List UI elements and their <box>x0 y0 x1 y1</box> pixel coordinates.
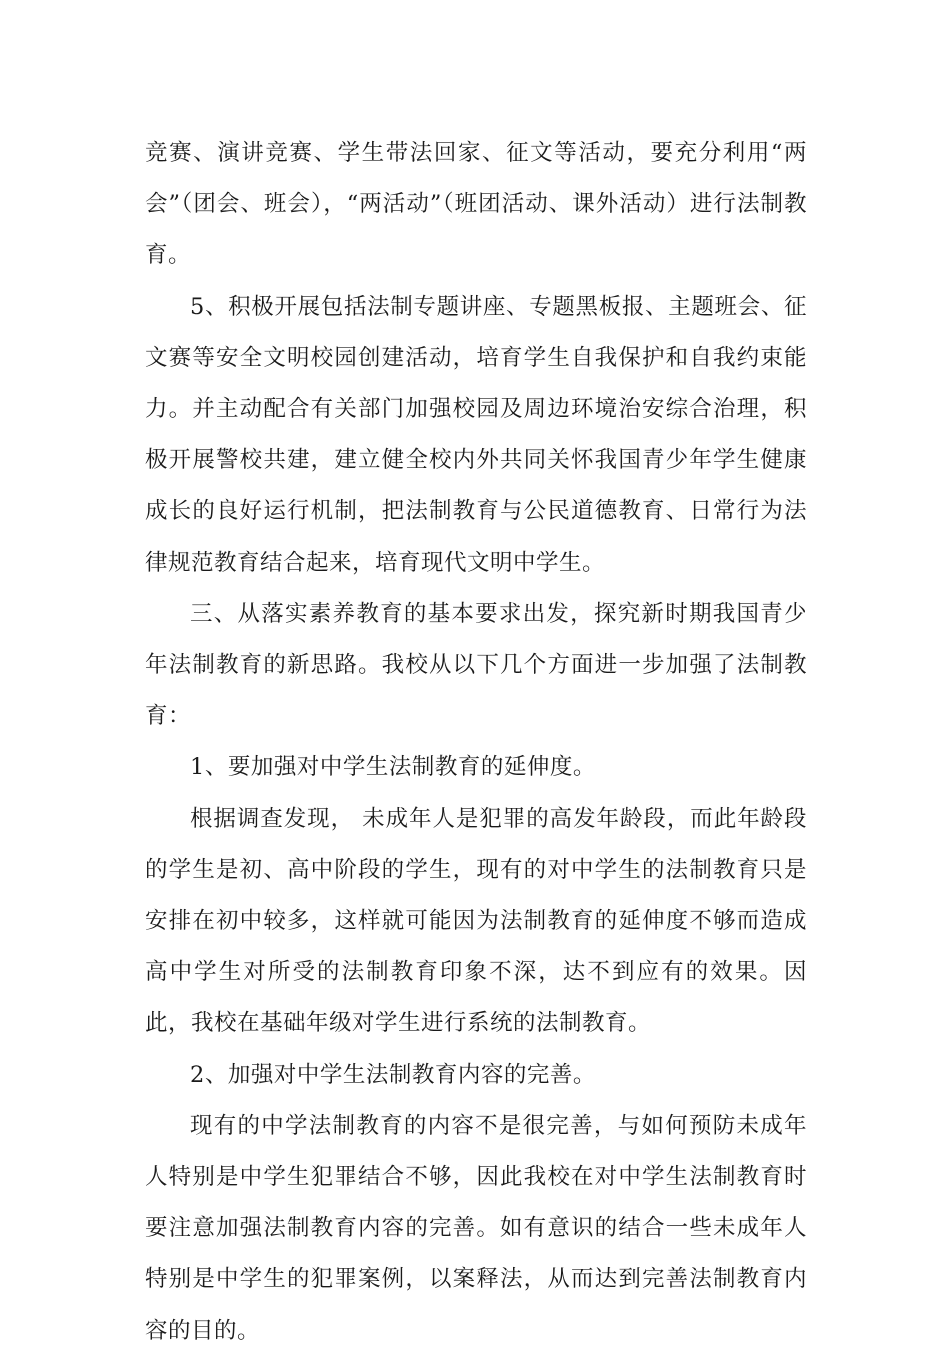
document-body <box>145 128 807 1357</box>
paragraph-point-2-body: 现有的中学法制教育的内容不是很完善，与如何预防未成年人特别是中学生犯罪结合不够，因此我校在对中学生法制教育时要注意加强法制教育内容的完善。如有意识的结合一些未成年人特别是中学生的犯罪案例，以案释法，从而达到完善法制教育内容的目的。 <box>145 1112 807 1344</box>
paragraph-item-5: 5、积极开展包括法制专题讲座、专题黑板报、主题班会、征文赛等安全文明校园创建活动，培育学生自我保护和自我约束能力。并主动配合有关部门加强校园及周边环境治安综合治理，积极开展警校共建，建立健全校内外共同关怀我国青少年学生健康成长的良好运行机制，把法制教育与公民道德教育、日常行为法律规范教育结合起来，培育现代文明中学生。 <box>145 293 807 576</box>
paragraph-section-3: 三、从落实素养教育的基本要求出发，探究新时期我国青少年法制教育的新思路。我校从以下几个方面进一步加强了法制教育： <box>145 600 807 730</box>
paragraph-point-1-heading: 1、要加强对中学生法制教育的延伸度。 <box>190 754 596 781</box>
paragraph-point-1-body: 根据调查发现， 未成年人是犯罪的高发年龄段，而此年龄段的学生是初、高中阶段的学生，现有的对中学生的法制教育只是安排在初中较多，这样就可能因为法制教育的延伸度不够而造成高中学生对所受的法制教育印象不深，达不到应有的效果。因此，我校在基础年级对学生进行系统的法制教育。 <box>145 805 807 1037</box>
paragraph-point-2-heading: 2、加强对中学生法制教育内容的完善。 <box>190 1061 596 1088</box>
paragraph-continuation: 竞赛、演讲竞赛、学生带法回家、征文等活动，要充分利用“两会”（团会、班会），“两活动”（班团活动、课外活动）进行法制教育。 <box>145 140 807 269</box>
